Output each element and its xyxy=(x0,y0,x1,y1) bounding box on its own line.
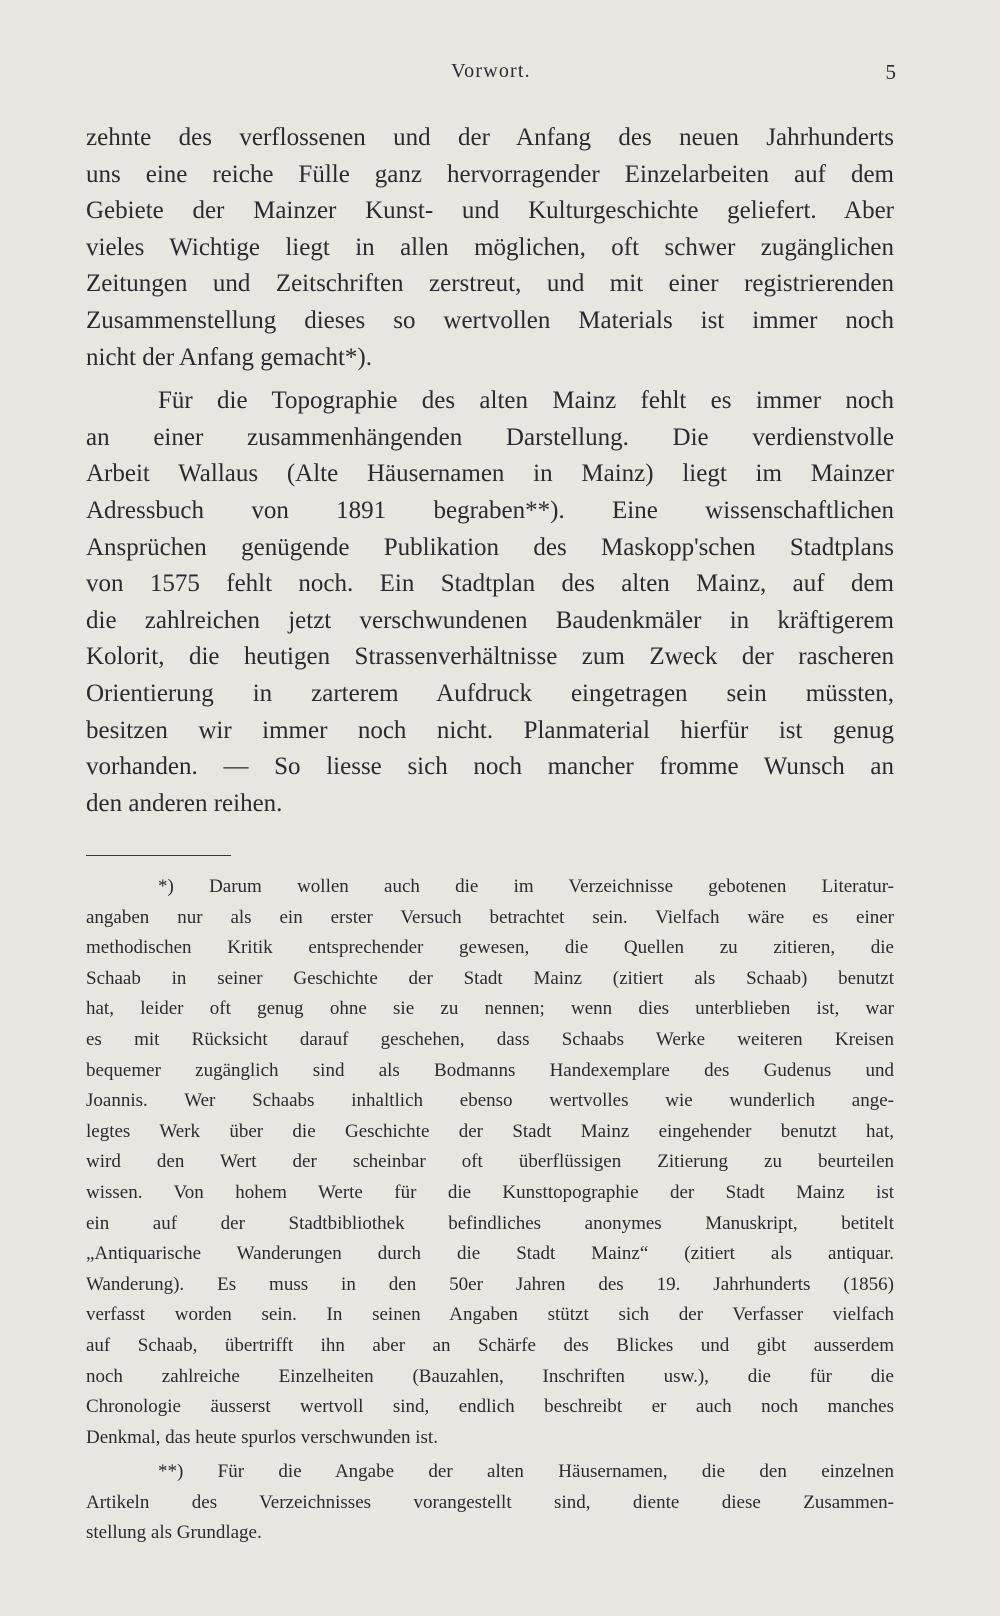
text-line: an einer zusammenhängenden Darstellung. Die verdienstvolle xyxy=(86,423,894,451)
text-line: von 1575 fehlt noch. Ein Stadtplan des alten Mainz, auf dem xyxy=(86,570,894,598)
text-line: Für die Topographie des alten Mainz fehlt es immer noch xyxy=(158,387,894,415)
footnote-line: hat, leider oft genug ohne sie zu nennen; wenn dies unterblieben ist, war xyxy=(86,998,894,1020)
text-line: Zusammenstellung dieses so wertvollen Materials ist immer noch xyxy=(86,306,894,334)
footnote-line: noch zahlreiche Einzelheiten (Bauzahlen, Inschriften usw.), die für die xyxy=(86,1365,894,1387)
footnote-line: stellung als Grundlage. xyxy=(86,1522,262,1544)
footnote-line: bequemer zugänglich sind als Bodmanns Handexemplare des Gudenus und xyxy=(86,1059,894,1081)
footnote-line: ein auf der Stadtbibliothek befindliches anonymes Manuskript, betitelt xyxy=(86,1212,894,1234)
text-line: die zahlreichen jetzt verschwundenen Baudenkmäler in kräftigerem xyxy=(86,606,894,634)
footnote-line: **) Für die Angabe der alten Häusernamen, die den einzelnen xyxy=(158,1461,894,1483)
paragraph-2 xyxy=(86,383,894,822)
footnote-line: verfasst worden sein. In seinen Angaben stützt sich der Verfasser vielfach xyxy=(86,1304,894,1326)
footnotes xyxy=(86,872,894,1549)
footnote-line: Artikeln des Verzeichnisses vorangestellt sind, diente diese Zusammen- xyxy=(86,1491,894,1513)
footnote-line: Joannis. Wer Schaabs inhaltlich ebenso wertvolles wie wunderlich ange- xyxy=(86,1090,894,1112)
text-line: den anderen reihen. xyxy=(86,789,283,817)
paragraph-1 xyxy=(86,120,894,376)
text-line: Zeitungen und Zeitschriften zerstreut, und mit einer registrierenden xyxy=(86,270,894,298)
text-line: Orientierung in zarterem Aufdruck eingetragen sein müssten, xyxy=(86,679,894,707)
footnote-line: methodischen Kritik entsprechender gewesen, die Quellen zu zitieren, die xyxy=(86,937,894,959)
footnote-line: Chronologie äusserst wertvoll sind, endlich beschreibt er auch noch manches xyxy=(86,1396,894,1418)
footnote-2 xyxy=(86,1457,894,1549)
text-line: Gebiete der Mainzer Kunst- und Kulturgeschichte geliefert. Aber xyxy=(86,197,894,225)
text-line: Adressbuch von 1891 begraben**). Eine wissenschaftlichen xyxy=(86,496,894,524)
footnote-line: es mit Rücksicht darauf geschehen, dass Schaabs Werke weiteren Kreisen xyxy=(86,1028,894,1050)
footnote-line: angaben nur als ein erster Versuch betrachtet sein. Vielfach wäre es einer xyxy=(86,906,894,928)
footnote-separator xyxy=(86,855,231,856)
text-line: vieles Wichtige liegt in allen möglichen, oft schwer zugänglichen xyxy=(86,233,894,261)
footnote-line: wird den Wert der scheinbar oft überflüssigen Zitierung zu beurteilen xyxy=(86,1151,894,1173)
page-number: 5 xyxy=(885,60,896,84)
text-line: besitzen wir immer noch nicht. Planmaterial hierfür ist genug xyxy=(86,716,894,744)
footnote-line: legtes Werk über die Geschichte der Stadt Mainz eingehender benutzt hat, xyxy=(86,1120,894,1142)
running-head-title: Vorwort. xyxy=(451,60,531,82)
paragraph-gap xyxy=(86,376,894,383)
text-line: Ansprüchen genügende Publikation des Maskopp'schen Stadtplans xyxy=(86,533,894,561)
footnote-line: auf Schaab, übertrifft ihn aber an Schärfe des Blickes und gibt ausserdem xyxy=(86,1334,894,1356)
text-line: zehnte des verflossenen und der Anfang des neuen Jahrhunderts xyxy=(86,124,894,151)
main-text xyxy=(86,120,894,822)
text-line: nicht der Anfang gemacht*). xyxy=(86,343,373,371)
footnote-line: *) Darum wollen auch die im Verzeichnisse gebotenen Literatur- xyxy=(158,876,894,897)
running-head xyxy=(86,60,896,90)
text-line: uns eine reiche Fülle ganz hervorragender Einzelarbeiten auf dem xyxy=(86,160,894,188)
text-line: vorhanden. — So liesse sich noch mancher fromme Wunsch an xyxy=(86,753,894,781)
footnote-line: wissen. Von hohem Werte für die Kunsttopographie der Stadt Mainz ist xyxy=(86,1181,894,1203)
footnote-1 xyxy=(86,872,894,1453)
footnote-line: Wanderung). Es muss in den 50er Jahren des 19. Jahrhunderts (1856) xyxy=(86,1273,894,1295)
footnote-line: „Antiquarische Wanderungen durch die Stadt Mainz“ (zitiert als antiquar. xyxy=(86,1243,894,1265)
text-line: Arbeit Wallaus (Alte Häusernamen in Mainz) liegt im Mainzer xyxy=(86,460,894,488)
footnote-line: Denkmal, das heute spurlos verschwunden ist. xyxy=(86,1426,438,1448)
footnote-line: Schaab in seiner Geschichte der Stadt Mainz (zitiert als Schaab) benutzt xyxy=(86,967,894,989)
text-line: Kolorit, die heutigen Strassenverhältnisse zum Zweck der rascheren xyxy=(86,643,894,671)
